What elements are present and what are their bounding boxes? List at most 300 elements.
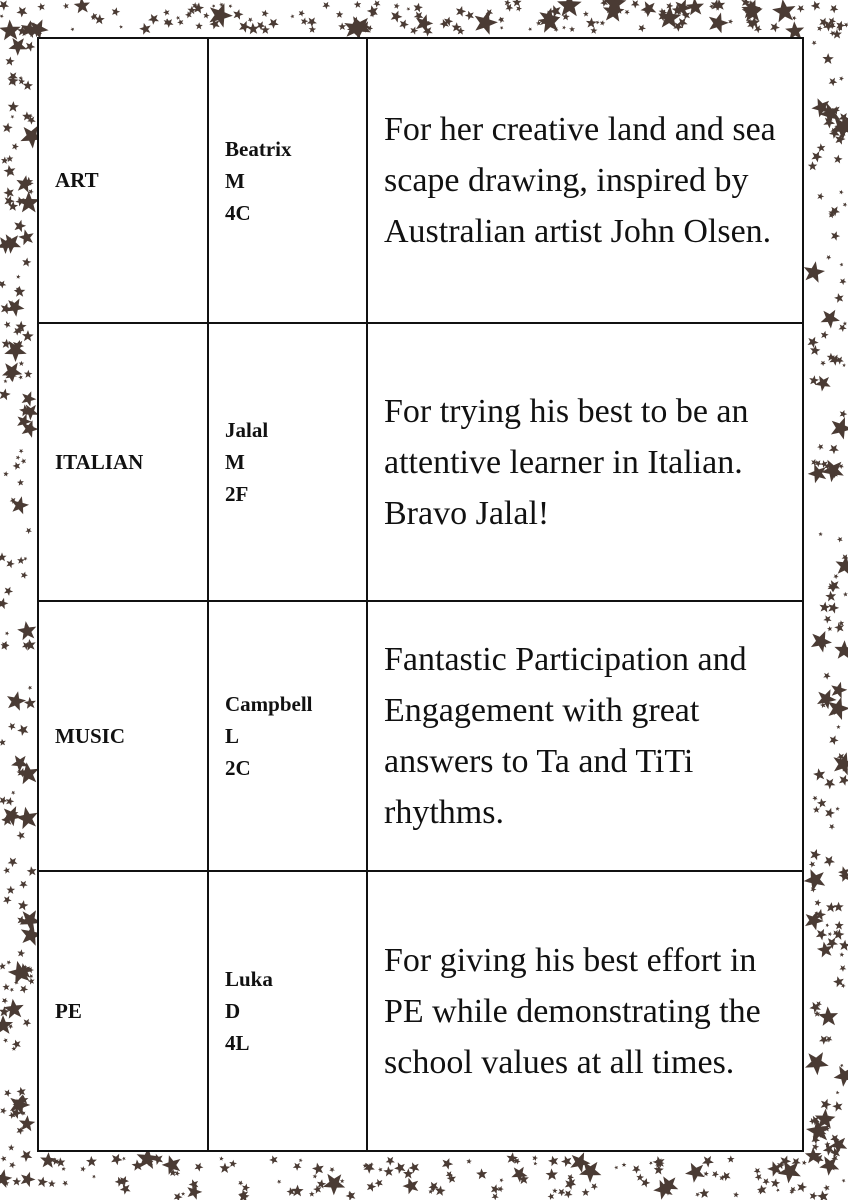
star-icon (840, 410, 848, 418)
subject-cell (38, 871, 208, 1151)
star-icon (7, 960, 12, 965)
star-icon (195, 22, 203, 29)
star-icon (829, 735, 838, 745)
student-class: 4C (225, 200, 251, 225)
star-icon (821, 331, 829, 339)
star-icon (0, 796, 8, 805)
subject-cell (38, 38, 208, 323)
star-icon (804, 261, 825, 282)
star-icon (163, 9, 170, 16)
star-icon (16, 807, 38, 829)
star-icon (24, 370, 33, 378)
star-icon (28, 978, 35, 985)
star-icon (622, 1162, 627, 1167)
star-icon (309, 1191, 315, 1197)
star-icon (189, 1179, 199, 1189)
student-cell (208, 323, 367, 601)
star-icon (821, 310, 840, 329)
star-icon (569, 26, 575, 32)
star-icon (702, 1156, 714, 1168)
star-icon (826, 923, 830, 927)
star-icon (816, 929, 827, 941)
star-icon (0, 1107, 7, 1114)
student-class: 2C (225, 756, 251, 780)
star-icon (770, 22, 780, 32)
star-icon (699, 1188, 709, 1198)
star-icon (92, 1175, 96, 1179)
star-icon (399, 20, 409, 30)
star-icon (18, 375, 23, 380)
star-icon (498, 17, 504, 24)
star-icon (112, 7, 121, 16)
star-icon (48, 1180, 56, 1187)
star-icon (62, 1181, 68, 1187)
star-icon (819, 1036, 829, 1045)
star-icon (329, 1167, 335, 1172)
star-icon (817, 798, 827, 808)
star-icon (1, 157, 9, 164)
star-icon (839, 190, 844, 195)
star-icon (500, 26, 504, 30)
subject-cell (38, 323, 208, 601)
star-icon (516, 5, 522, 11)
star-icon (3, 123, 13, 133)
star-icon (792, 16, 797, 21)
star-icon (564, 1190, 573, 1198)
star-icon (528, 27, 532, 31)
star-icon (139, 23, 151, 35)
subject-cell (38, 601, 208, 871)
award-comment: For her creative land and sea scape drawing, inspired by Australian artist John Olsen. (384, 111, 776, 250)
star-icon (583, 11, 589, 17)
star-icon (56, 1157, 66, 1166)
star-icon (824, 856, 835, 867)
star-icon (414, 3, 423, 13)
star-icon (631, 0, 640, 8)
student-last-initial: M (225, 168, 245, 193)
star-icon (2, 983, 9, 990)
star-icon (590, 27, 597, 34)
star-icon (826, 255, 831, 260)
star-icon (6, 797, 14, 806)
star-icon (62, 1167, 66, 1171)
star-icon (695, 1192, 700, 1197)
star-icon (654, 1165, 664, 1175)
comment-cell (367, 601, 803, 871)
star-icon (591, 1183, 598, 1190)
award-comment: For giving his best effort in PE while demonstrating the school values at all times. (384, 941, 761, 1081)
star-icon (825, 591, 836, 602)
star-icon (403, 1168, 414, 1178)
star-icon (373, 0, 381, 7)
star-icon (313, 1174, 318, 1179)
star-icon (819, 532, 823, 536)
star-icon (2, 998, 8, 1004)
star-icon (3, 471, 9, 477)
star-icon (826, 1036, 833, 1042)
star-icon (833, 574, 838, 579)
star-icon (354, 1, 362, 8)
star-icon (14, 286, 25, 297)
student-class: 2F (225, 482, 249, 506)
star-icon (757, 1185, 767, 1195)
star-icon (552, 1188, 557, 1193)
star-icon (262, 10, 269, 17)
star-icon (37, 3, 45, 11)
star-icon (317, 1179, 326, 1188)
star-icon (378, 1167, 383, 1172)
star-icon (641, 1, 657, 17)
star-icon (6, 155, 13, 162)
star-icon (475, 11, 498, 35)
star-icon (0, 963, 6, 970)
subject-label: MUSIC (55, 723, 126, 748)
star-icon (4, 321, 11, 328)
star-icon (0, 20, 21, 41)
star-icon (0, 739, 6, 746)
star-icon (3, 1038, 8, 1043)
star-icon (175, 1171, 180, 1176)
subject-label: ART (55, 168, 99, 192)
student-class: 4L (225, 1031, 250, 1055)
star-icon (600, 0, 608, 7)
star-icon (829, 824, 835, 830)
star-icon (704, 1171, 709, 1176)
star-icon (17, 479, 24, 486)
star-icon (8, 858, 18, 868)
star-icon (386, 1157, 395, 1166)
star-icon (834, 155, 843, 164)
star-icon (74, 0, 90, 13)
student-first-name: Campbell (225, 692, 313, 716)
star-icon (840, 1064, 844, 1068)
star-icon (120, 1184, 131, 1195)
star-icon (63, 3, 69, 9)
star-icon (22, 330, 34, 341)
star-icon (19, 361, 25, 366)
star-icon (23, 80, 33, 90)
star-icon (1, 303, 12, 314)
star-icon (4, 1089, 11, 1097)
star-icon (813, 768, 825, 780)
star-icon (632, 1165, 641, 1174)
star-icon (17, 949, 25, 957)
star-icon (238, 1181, 243, 1186)
comment-cell (367, 38, 803, 323)
star-icon (823, 672, 831, 679)
star-icon (728, 19, 733, 24)
star-icon (839, 952, 844, 957)
star-icon (810, 1192, 818, 1200)
star-icon (290, 14, 294, 18)
student-cell (208, 871, 367, 1151)
star-icon (831, 417, 848, 439)
star-icon (636, 1174, 644, 1182)
star-icon (567, 1174, 574, 1181)
star-icon (177, 19, 183, 26)
star-icon (641, 1178, 650, 1188)
star-icon (8, 101, 19, 112)
star-icon (813, 806, 820, 813)
star-icon (812, 41, 817, 46)
star-icon (532, 1155, 538, 1161)
star-icon (12, 1040, 21, 1049)
star-icon (17, 1087, 26, 1096)
star-icon (825, 808, 835, 818)
star-icon (830, 5, 839, 14)
star-icon (830, 117, 848, 141)
star-icon (810, 345, 820, 355)
star-icon (839, 940, 848, 951)
star-icon (817, 1190, 828, 1200)
star-icon (6, 57, 15, 66)
star-icon (712, 1171, 719, 1178)
star-icon (27, 866, 37, 876)
star-icon (12, 143, 19, 150)
star-icon (375, 1179, 383, 1188)
star-icon (767, 1161, 782, 1176)
star-icon (828, 580, 840, 592)
star-icon (614, 1166, 618, 1170)
star-icon (181, 1192, 185, 1196)
star-icon (13, 462, 21, 470)
star-icon (0, 281, 6, 289)
award-row-pe (38, 871, 803, 1151)
star-icon (220, 1163, 231, 1173)
star-icon (811, 151, 822, 162)
star-icon (403, 1178, 419, 1195)
star-icon (4, 379, 8, 383)
star-icon (10, 988, 15, 992)
star-icon (797, 5, 805, 13)
star-icon (187, 1184, 202, 1200)
star-icon (733, 1192, 739, 1198)
star-icon (586, 17, 597, 28)
star-icon (17, 831, 25, 840)
star-icon (70, 27, 74, 31)
star-icon (817, 193, 824, 200)
award-comment: Fantastic Participation and Engagement with great answers to Ta and TiTi rhythms. (384, 641, 747, 831)
star-icon (394, 3, 400, 9)
star-icon (600, 20, 606, 26)
star-icon (80, 1166, 86, 1172)
star-icon (247, 23, 259, 35)
star-icon (309, 26, 316, 33)
award-comment: For trying his best to be an attentive learner in Italian. Bravo Jalal! (384, 392, 749, 532)
star-icon (1, 1156, 7, 1162)
star-icon (834, 1066, 848, 1087)
star-icon (808, 337, 819, 348)
star-icon (828, 932, 832, 937)
star-icon (383, 1166, 393, 1176)
star-icon (3, 187, 13, 198)
star-icon (367, 1182, 377, 1192)
star-icon (831, 682, 847, 699)
star-icon (8, 723, 16, 731)
star-icon (834, 640, 848, 659)
star-icon (817, 26, 823, 32)
comment-cell (367, 323, 803, 601)
student-last-initial: L (225, 724, 240, 748)
star-icon (111, 1154, 123, 1166)
star-icon (466, 1159, 472, 1164)
star-icon (821, 1099, 832, 1110)
star-icon (20, 1150, 32, 1162)
star-icon (312, 1163, 324, 1175)
star-icon (7, 691, 26, 711)
star-icon (8, 1144, 15, 1150)
star-icon (548, 1156, 558, 1167)
student-last-initial: M (225, 450, 245, 474)
star-icon (20, 985, 29, 993)
star-icon (500, 1178, 504, 1183)
star-icon (836, 807, 840, 812)
star-icon (805, 1052, 829, 1075)
student-first-name: Jalal (225, 418, 269, 442)
star-icon (0, 14, 4, 18)
star-icon (797, 1182, 807, 1192)
star-icon (0, 1015, 13, 1034)
star-icon (804, 869, 826, 891)
star-icon (754, 1168, 761, 1175)
star-icon (18, 900, 28, 910)
student-first-name: Beatrix (225, 136, 292, 161)
star-icon (561, 1156, 572, 1167)
star-icon (0, 552, 7, 561)
star-icon (638, 24, 646, 32)
comment-cell (367, 871, 803, 1151)
star-icon (16, 7, 27, 18)
star-icon (323, 1174, 345, 1196)
star-icon (582, 1188, 590, 1196)
star-icon (229, 4, 233, 8)
star-icon (832, 29, 842, 38)
star-icon (0, 0, 9, 10)
star-icon (839, 263, 843, 267)
star-icon (839, 278, 846, 285)
star-icon (11, 115, 15, 119)
star-icon (776, 1188, 780, 1192)
star-icon (491, 1184, 500, 1194)
star-icon (820, 361, 826, 366)
star-icon (18, 229, 33, 245)
star-icon (546, 1168, 558, 1180)
star-icon (815, 376, 831, 392)
star-icon (558, 1189, 566, 1197)
star-icon (809, 1002, 821, 1013)
star-icon (18, 78, 25, 85)
star-icon (11, 791, 15, 795)
star-icon (822, 53, 833, 64)
star-icon (174, 1193, 183, 1200)
star-icon (842, 363, 846, 367)
star-icon (21, 458, 27, 464)
star-icon (596, 21, 600, 25)
star-icon (465, 11, 474, 20)
star-icon (0, 1169, 12, 1188)
star-icon (340, 1179, 345, 1184)
star-icon (17, 725, 28, 736)
star-icon (307, 17, 317, 27)
star-icon (829, 445, 839, 455)
star-icon (442, 1158, 453, 1170)
star-icon (22, 391, 37, 406)
star-icon (299, 1158, 303, 1162)
star-icon (843, 321, 847, 325)
star-icon (811, 1, 821, 11)
star-icon (506, 4, 514, 12)
star-icon (624, 10, 629, 15)
student-cell (208, 601, 367, 871)
star-icon (212, 4, 216, 8)
star-icon (391, 11, 403, 23)
star-icon (811, 631, 832, 653)
star-icon (812, 796, 817, 801)
star-icon (0, 598, 8, 609)
subject-label: PE (55, 998, 82, 1023)
star-icon (649, 1161, 653, 1165)
star-icon (839, 324, 847, 332)
star-icon (239, 21, 251, 33)
star-icon (233, 9, 243, 20)
star-icon (818, 1006, 838, 1026)
awards-table (37, 37, 804, 1152)
star-icon (476, 1168, 487, 1179)
star-icon (17, 557, 25, 565)
star-icon (287, 1187, 295, 1196)
star-icon (456, 6, 466, 17)
star-icon (843, 592, 848, 597)
star-icon (824, 779, 835, 790)
star-icon (164, 19, 173, 28)
star-icon (755, 1174, 762, 1181)
star-icon (16, 455, 21, 460)
star-icon (148, 14, 159, 25)
star-icon (152, 1154, 163, 1165)
star-icon (808, 161, 818, 170)
star-icon (843, 203, 848, 208)
star-icon (832, 1101, 842, 1112)
star-icon (837, 537, 843, 543)
star-icon (836, 725, 841, 729)
star-icon (557, 0, 582, 16)
star-icon (831, 231, 840, 241)
star-icon (248, 18, 253, 23)
star-icon (17, 621, 36, 640)
student-last-initial: D (225, 999, 241, 1023)
star-icon (229, 1160, 237, 1168)
award-row-art (38, 38, 803, 323)
star-icon (836, 1091, 840, 1095)
star-icon (12, 1177, 21, 1186)
star-icon (727, 1155, 735, 1162)
star-icon (25, 42, 35, 52)
star-icon (772, 0, 795, 22)
star-icon (16, 275, 20, 280)
star-icon (277, 1180, 282, 1185)
star-icon (828, 602, 839, 613)
star-icon (839, 76, 844, 81)
star-icon (5, 631, 9, 635)
award-row-music (38, 601, 803, 871)
star-icon (28, 686, 33, 691)
star-icon (25, 528, 32, 534)
star-icon (195, 1163, 204, 1172)
star-icon (14, 220, 26, 232)
star-icon (533, 1161, 537, 1165)
star-icon (4, 587, 13, 596)
star-icon (322, 2, 330, 10)
